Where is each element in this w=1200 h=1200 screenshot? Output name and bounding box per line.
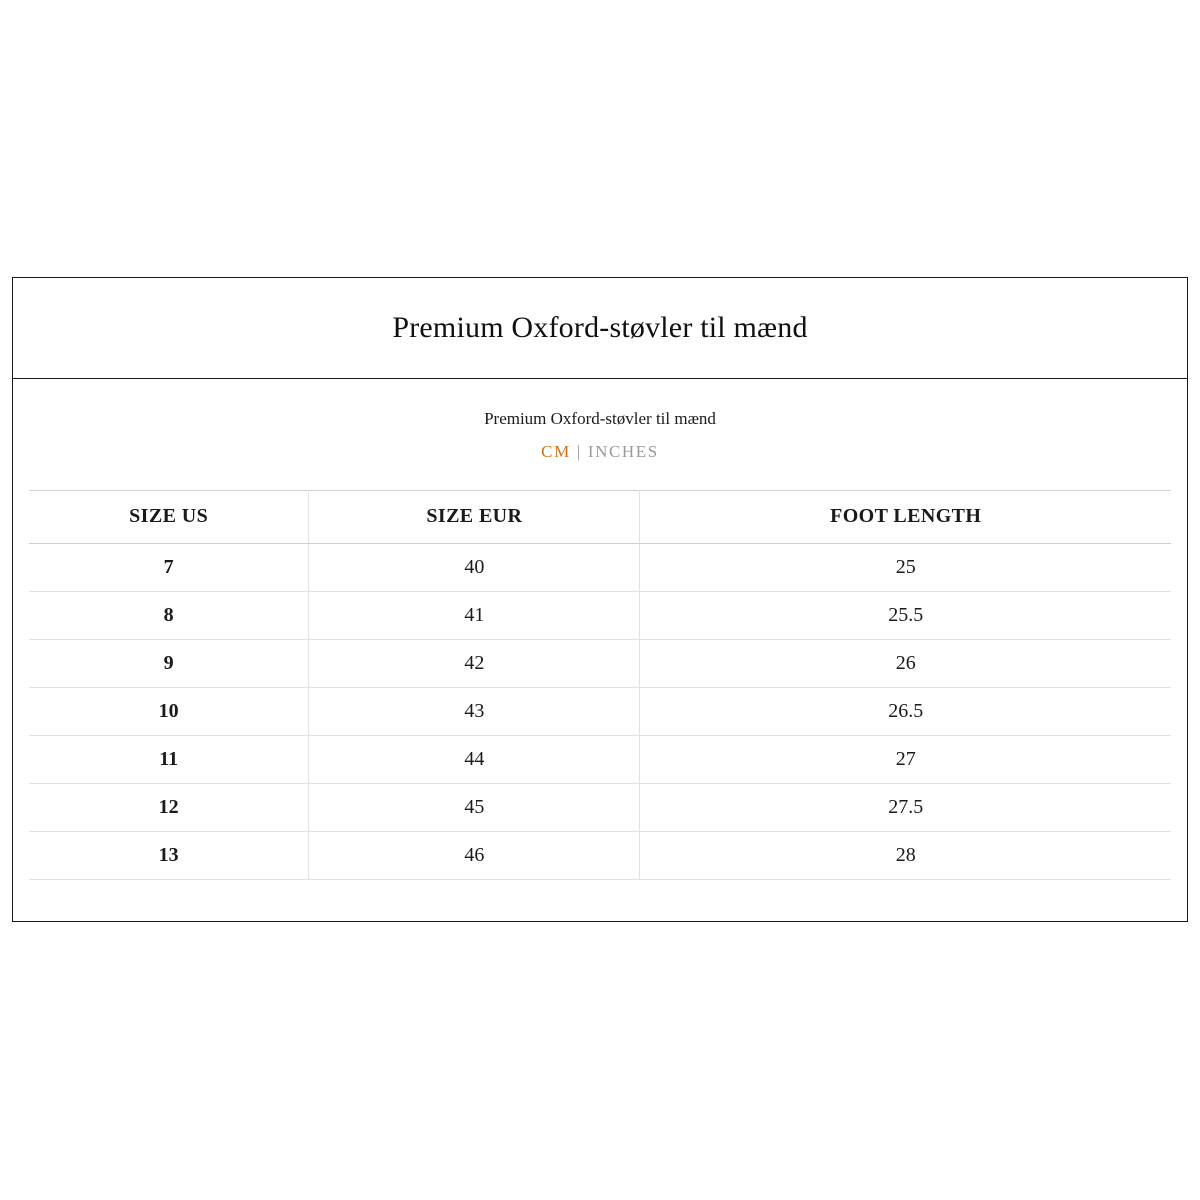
cell-foot-length: 25.5 [640, 592, 1171, 640]
cell-size-us: 11 [29, 736, 309, 784]
table-row [29, 640, 1171, 688]
table-row [29, 832, 1171, 880]
page-title: Premium Oxford-støvler til mænd [13, 278, 1187, 379]
cell-size-eur: 45 [309, 784, 640, 832]
cell-size-eur: 42 [309, 640, 640, 688]
table-row [29, 784, 1171, 832]
table-header-row [29, 491, 1171, 544]
size-chart-card [12, 277, 1188, 922]
table-row [29, 688, 1171, 736]
cell-size-us: 9 [29, 640, 309, 688]
chart-subtitle: Premium Oxford-støvler til mænd [484, 409, 716, 428]
cell-foot-length: 25 [640, 544, 1171, 592]
unit-option-cm[interactable]: CM [541, 442, 571, 461]
cell-size-eur: 40 [309, 544, 640, 592]
unit-option-inches[interactable]: INCHES [587, 442, 659, 461]
cell-foot-length: 27 [640, 736, 1171, 784]
size-table [29, 490, 1171, 880]
cell-size-eur: 43 [309, 688, 640, 736]
cell-size-eur: 41 [309, 592, 640, 640]
cell-foot-length: 26.5 [640, 688, 1171, 736]
cell-foot-length: 26 [640, 640, 1171, 688]
cell-size-eur: 44 [309, 736, 640, 784]
column-header-size-eur: SIZE EUR [309, 491, 640, 544]
table-row [29, 736, 1171, 784]
cell-size-us: 12 [29, 784, 309, 832]
cell-foot-length: 28 [640, 832, 1171, 880]
cell-size-us: 10 [29, 688, 309, 736]
column-header-foot-length: FOOT LENGTH [640, 491, 1171, 544]
cell-size-eur: 46 [309, 832, 640, 880]
cell-size-us: 8 [29, 592, 309, 640]
cell-size-us: 7 [29, 544, 309, 592]
unit-separator: | [576, 442, 582, 461]
cell-foot-length: 27.5 [640, 784, 1171, 832]
table-row [29, 592, 1171, 640]
column-header-size-us: SIZE US [29, 491, 309, 544]
table-row [29, 544, 1171, 592]
unit-toggle[interactable] [13, 442, 1187, 462]
cell-size-us: 13 [29, 832, 309, 880]
